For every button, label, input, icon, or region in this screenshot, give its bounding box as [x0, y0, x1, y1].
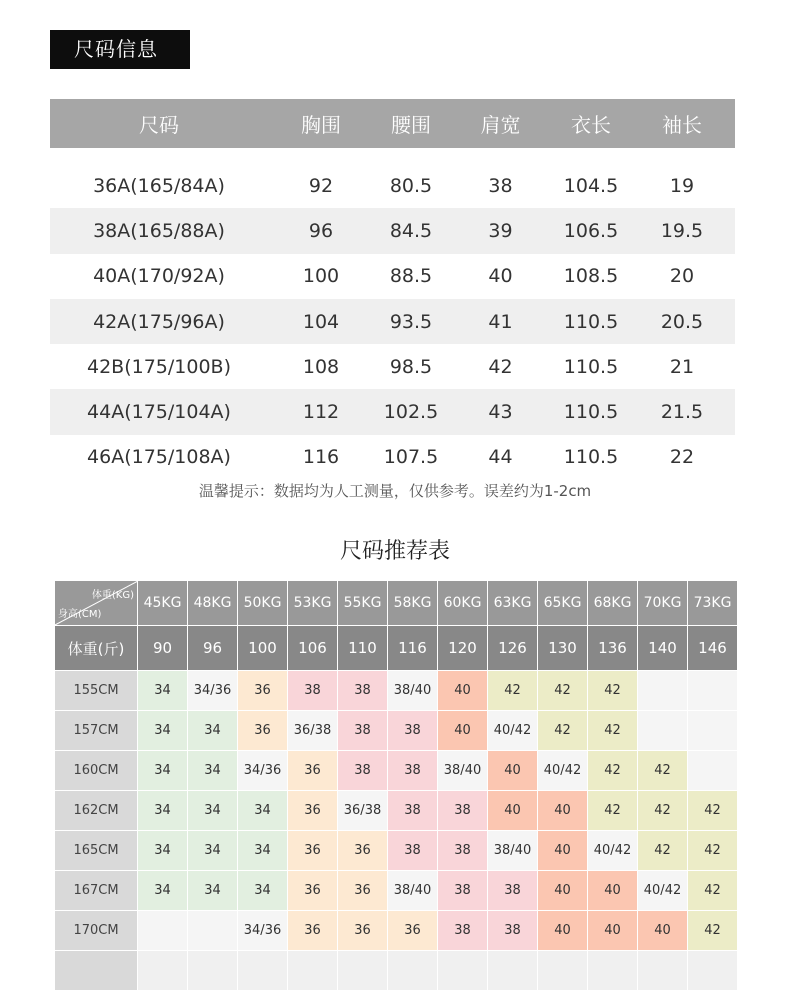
size-recommendation-cell: 34: [188, 871, 238, 911]
size-cell: 112: [302, 401, 340, 424]
size-recommendation-cell: 38/40: [388, 871, 438, 911]
size-recommendation-cell: 38: [438, 871, 488, 911]
size-cell: 108: [302, 355, 340, 378]
size-recommendation-cell: 38/40: [438, 751, 488, 791]
size-cell: 19.5: [660, 219, 704, 242]
size-cell: 80.5: [389, 174, 433, 197]
size-recommendation-cell: 36: [388, 911, 438, 951]
size-recommendation-cell: 36: [288, 751, 338, 791]
size-cell: 19: [669, 174, 695, 197]
corner-cell: [55, 581, 138, 626]
size-recommendation-cell: 34: [138, 791, 188, 831]
weight-jin-header: 106: [288, 626, 338, 671]
size-recommendation-cell: 38: [438, 911, 488, 951]
size-row: [50, 389, 735, 434]
height-label: 170CM: [55, 911, 138, 951]
size-recommendation-cell: 42: [638, 831, 688, 871]
weight-jin-header: 90: [138, 626, 188, 671]
size-recommendation-cell: [138, 911, 188, 951]
size-cell: 110.5: [563, 355, 619, 378]
size-recommendation-cell: [638, 711, 688, 751]
size-recommendation-cell: 40/42: [488, 711, 538, 751]
recommend-row: [55, 831, 738, 871]
size-recommendation-cell: 42: [588, 751, 638, 791]
size-cell: 38: [488, 174, 513, 197]
size-recommendation-cell: [688, 751, 738, 791]
weight-jin-header: 96: [188, 626, 238, 671]
size-recommendation-cell: 34: [188, 711, 238, 751]
size-recommendation-cell: 42: [638, 751, 688, 791]
header-size: 尺码: [139, 113, 179, 137]
size-cell: 46A(175/108A): [87, 446, 231, 469]
size-recommendation-cell: 36: [288, 871, 338, 911]
size-cell: 21: [669, 355, 695, 378]
size-recommendation-cell: 40: [488, 751, 538, 791]
size-recommendation-cell: 38: [388, 751, 438, 791]
header-shoulder: 肩宽: [480, 113, 521, 137]
size-recommendation-cell: 42: [638, 791, 688, 831]
weight-kg-header-row: [55, 581, 738, 626]
size-recommendation-cell: 38: [288, 671, 338, 711]
header-sleeve: 袖长: [662, 113, 702, 137]
recommend-row: [55, 791, 738, 831]
size-recommendation-cell: 36: [338, 871, 388, 911]
size-cell: 21.5: [660, 401, 704, 424]
size-table: [50, 99, 735, 480]
weight-kg-header: 50KG: [238, 581, 288, 626]
size-recommendation-cell: 42: [588, 791, 638, 831]
size-recommendation-cell: 40/42: [538, 751, 588, 791]
empty-cell: [538, 951, 588, 991]
size-cell: 88.5: [389, 265, 433, 288]
size-recommendation-cell: 38: [488, 871, 538, 911]
size-recommendation-cell: 34: [188, 831, 238, 871]
size-row: [50, 254, 735, 299]
size-cell: 39: [488, 219, 513, 242]
size-cell: 40A(170/92A): [93, 265, 225, 288]
size-recommendation-cell: 38/40: [388, 671, 438, 711]
size-cell: 43: [488, 401, 513, 424]
size-cell: 42: [488, 355, 513, 378]
size-cell: 100: [302, 265, 340, 288]
weight-jin-header: 126: [488, 626, 538, 671]
size-row: [50, 435, 735, 480]
height-label: 162CM: [55, 791, 138, 831]
empty-cell: [488, 951, 538, 991]
empty-cell: [238, 951, 288, 991]
empty-cell: [688, 951, 738, 991]
weight-kg-header: 63KG: [488, 581, 538, 626]
empty-cell: [438, 951, 488, 991]
size-recommendation-cell: 40: [538, 911, 588, 951]
size-cell: 41: [488, 310, 513, 333]
recommend-row: [55, 871, 738, 911]
size-recommendation-cell: 38: [488, 911, 538, 951]
recommend-row: [55, 911, 738, 951]
size-recommendation-cell: 36: [288, 791, 338, 831]
size-cell: 38A(165/88A): [93, 219, 225, 242]
weight-kg-header: 60KG: [438, 581, 488, 626]
size-recommendation-cell: [688, 711, 738, 751]
size-cell: 96: [308, 219, 334, 242]
size-cell: 36A(165/84A): [93, 174, 225, 197]
size-recommendation-cell: 38: [338, 751, 388, 791]
weight-kg-header: 68KG: [588, 581, 638, 626]
size-cell: 93.5: [389, 310, 433, 333]
section-title: 尺码信息: [50, 30, 190, 69]
size-recommendation-cell: 42: [688, 791, 738, 831]
size-recommendation-cell: 42: [588, 671, 638, 711]
height-label: 167CM: [55, 871, 138, 911]
size-cell: 104: [302, 310, 340, 333]
size-recommendation-cell: 42: [538, 671, 588, 711]
header-length: 衣长: [571, 113, 611, 137]
header-waist: 腰围: [391, 113, 431, 137]
weight-kg-header: 53KG: [288, 581, 338, 626]
empty-cell: [188, 951, 238, 991]
size-cell: 22: [669, 446, 695, 469]
size-cell: 98.5: [389, 355, 433, 378]
empty-cell: [138, 951, 188, 991]
size-cell: 110.5: [563, 446, 619, 469]
size-cell: 44: [488, 446, 513, 469]
size-recommendation-cell: 40: [538, 871, 588, 911]
size-cell: 110.5: [563, 401, 619, 424]
size-row: [50, 299, 735, 344]
size-recommendation-cell: 34: [138, 751, 188, 791]
size-recommendation-cell: 40: [438, 711, 488, 751]
weight-jin-header-row: [55, 626, 738, 671]
size-recommendation-cell: 36: [338, 831, 388, 871]
size-cell: 92: [308, 174, 334, 197]
size-cell: 20: [669, 265, 695, 288]
size-cell: 116: [302, 446, 340, 469]
size-cell: 84.5: [389, 219, 433, 242]
weight-jin-header: 140: [638, 626, 688, 671]
size-recommendation-cell: [688, 671, 738, 711]
size-recommendation-cell: 40: [538, 791, 588, 831]
weight-jin-header: 116: [388, 626, 438, 671]
size-recommendation-cell: 42: [688, 911, 738, 951]
size-recommendation-cell: 36/38: [338, 791, 388, 831]
weight-jin-header: 100: [238, 626, 288, 671]
weight-jin-header: 146: [688, 626, 738, 671]
corner-height-label: 身高(CM): [58, 609, 102, 620]
size-recommendation-cell: 36/38: [288, 711, 338, 751]
size-row: [50, 344, 735, 389]
weight-kg-header: 45KG: [138, 581, 188, 626]
size-recommendation-cell: 38: [338, 671, 388, 711]
weight-jin-header: 110: [338, 626, 388, 671]
size-recommendation-cell: [638, 671, 688, 711]
recommend-title: 尺码推荐表: [339, 539, 450, 564]
empty-cell: [288, 951, 338, 991]
height-label: 157CM: [55, 711, 138, 751]
size-recommendation-cell: 42: [488, 671, 538, 711]
recommend-row: [55, 751, 738, 791]
size-cell: 44A(175/104A): [87, 401, 231, 424]
size-recommendation-cell: 38: [438, 831, 488, 871]
size-recommendation-cell: [188, 911, 238, 951]
height-label: 155CM: [55, 671, 138, 711]
corner-weight-label: 体重(KG): [91, 590, 134, 601]
weight-kg-header: 65KG: [538, 581, 588, 626]
weight-kg-header: 48KG: [188, 581, 238, 626]
empty-cell: [338, 951, 388, 991]
height-label: 160CM: [55, 751, 138, 791]
size-cell: 102.5: [383, 401, 439, 424]
empty-cell: [588, 951, 638, 991]
size-row: [50, 163, 735, 208]
size-recommendation-cell: 38: [388, 711, 438, 751]
size-recommendation-cell: 34: [188, 751, 238, 791]
empty-cell: [638, 951, 688, 991]
size-table-header: [50, 99, 735, 148]
size-recommendation-cell: 34: [138, 831, 188, 871]
size-recommendation-cell: 38: [338, 711, 388, 751]
size-recommendation-cell: 34: [138, 871, 188, 911]
header-chest: 胸围: [301, 113, 341, 137]
size-cell: 42A(175/96A): [93, 310, 225, 333]
size-cell: 106.5: [563, 219, 619, 242]
size-recommendation-cell: 36: [238, 671, 288, 711]
empty-cell: [388, 951, 438, 991]
size-recommendation-cell: 34: [238, 871, 288, 911]
size-cell: 104.5: [563, 174, 619, 197]
size-recommendation-cell: 42: [688, 831, 738, 871]
size-recommendation-cell: 38: [388, 831, 438, 871]
weight-jin-header: 120: [438, 626, 488, 671]
size-recommendation-cell: 40: [438, 671, 488, 711]
size-cell: 42B(175/100B): [86, 355, 231, 378]
recommend-row: [55, 671, 738, 711]
measurement-tip: 温馨提示：数据均为人工测量，仅供参考。误差约为1-2cm: [198, 482, 592, 500]
weight-kg-header: 55KG: [338, 581, 388, 626]
size-recommendation-cell: 34: [188, 791, 238, 831]
size-row: [50, 208, 735, 253]
size-recommendation-cell: 36: [338, 911, 388, 951]
size-recommendation-cell: 34/36: [238, 751, 288, 791]
weight-kg-header: 70KG: [638, 581, 688, 626]
size-cell: 20.5: [660, 310, 704, 333]
weight-jin-header: 136: [588, 626, 638, 671]
height-label: 165CM: [55, 831, 138, 871]
size-recommendation-cell: 34: [138, 711, 188, 751]
size-recommendation-cell: 34: [138, 671, 188, 711]
recommend-row: [55, 711, 738, 751]
size-recommendation-cell: 40/42: [588, 831, 638, 871]
size-recommendation-cell: 34/36: [188, 671, 238, 711]
weight-jin-label: 体重(斤): [55, 626, 138, 671]
size-recommendation-cell: 36: [288, 831, 338, 871]
size-recommendation-cell: 40: [538, 831, 588, 871]
size-recommendation-cell: 40: [488, 791, 538, 831]
size-cell: 107.5: [383, 446, 439, 469]
recommend-table: [54, 580, 738, 991]
size-cell: 110.5: [563, 310, 619, 333]
size-recommendation-cell: 36: [288, 911, 338, 951]
size-recommendation-cell: 42: [688, 871, 738, 911]
size-recommendation-cell: 42: [588, 711, 638, 751]
size-recommendation-cell: 34: [238, 831, 288, 871]
size-recommendation-cell: 38/40: [488, 831, 538, 871]
size-recommendation-cell: 40: [588, 911, 638, 951]
size-recommendation-cell: 40: [638, 911, 688, 951]
size-recommendation-cell: 34: [238, 791, 288, 831]
recommend-row-cutoff: [55, 951, 738, 991]
size-recommendation-cell: 36: [238, 711, 288, 751]
size-recommendation-cell: 38: [388, 791, 438, 831]
empty-cell: [55, 951, 138, 991]
size-table-body: [50, 163, 735, 480]
size-recommendation-cell: 38: [438, 791, 488, 831]
weight-jin-header: 130: [538, 626, 588, 671]
size-cell: 108.5: [563, 265, 619, 288]
size-recommendation-cell: 42: [538, 711, 588, 751]
size-cell: 40: [488, 265, 513, 288]
size-recommendation-cell: 40: [588, 871, 638, 911]
weight-kg-header: 58KG: [388, 581, 438, 626]
weight-kg-header: 73KG: [688, 581, 738, 626]
size-recommendation-cell: 40/42: [638, 871, 688, 911]
size-recommendation-cell: 34/36: [238, 911, 288, 951]
